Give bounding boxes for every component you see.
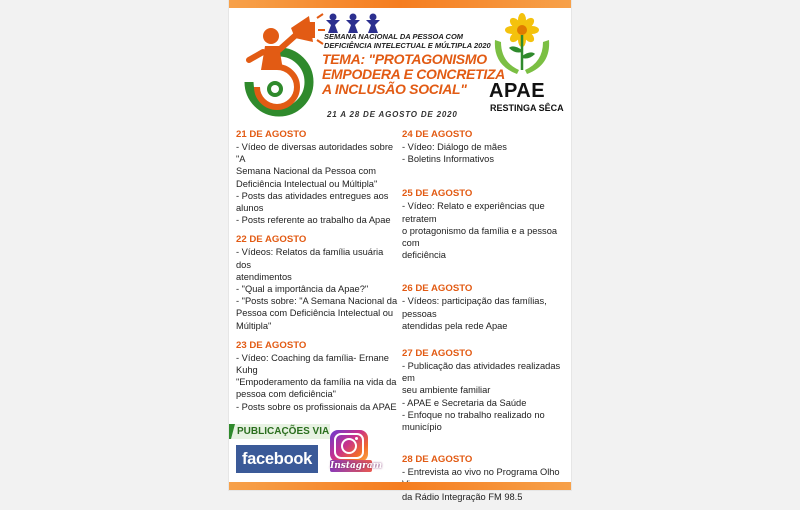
day-27-block bbox=[402, 347, 567, 433]
schedule-item: - Vídeo de diversas autoridades sobre "A bbox=[236, 142, 394, 165]
schedule-item: - Vídeos: participação das famílias, pessoas bbox=[402, 296, 547, 319]
schedule-item: município bbox=[402, 422, 442, 433]
day-28-block bbox=[402, 453, 567, 503]
instagram-wordmark[interactable]: Instagram bbox=[330, 461, 383, 471]
theme-title bbox=[322, 51, 505, 97]
event-title-line: SEMANA NACIONAL DA PESSOA COM bbox=[324, 32, 464, 41]
schedule-left-column bbox=[236, 128, 399, 420]
day-title: 24 DE AGOSTO bbox=[402, 129, 473, 140]
day-title: 26 DE AGOSTO bbox=[402, 283, 473, 295]
day-25-block bbox=[402, 187, 567, 261]
schedule-item: Deficiência Intelectual ou Múltipla" bbox=[236, 178, 378, 189]
event-dates: 21 A 28 DE AGOSTO DE 2020 bbox=[327, 110, 458, 119]
event-title bbox=[324, 32, 491, 50]
schedule-item: - Vídeo: Relato e experiências que retratem bbox=[402, 201, 545, 224]
apae-city: RESTINGA SÊCA bbox=[490, 103, 564, 113]
top-orange-strip bbox=[229, 0, 571, 8]
schedule-right-column bbox=[402, 128, 567, 510]
theme-line: A INCLUSÃO SOCIAL" bbox=[322, 81, 467, 97]
schedule-item: seu ambiente familiar bbox=[402, 385, 491, 396]
schedule-item: o protagonismo da família e a pessoa com bbox=[402, 225, 558, 249]
day-title: 27 DE AGOSTO bbox=[402, 348, 473, 360]
day-title: 23 DE AGOSTO bbox=[236, 339, 307, 351]
people-icon bbox=[325, 12, 395, 34]
schedule-item: atendidas pela rede Apae bbox=[402, 320, 508, 331]
schedule-item: - Vídeos: Relatos da família usuária dos bbox=[236, 247, 384, 270]
schedule-item: atendimentos bbox=[236, 271, 292, 282]
instagram-lens bbox=[341, 438, 357, 454]
schedule-item: Semana Nacional da Pessoa com bbox=[236, 166, 377, 177]
day-22-block bbox=[236, 233, 399, 331]
schedule-item: - Posts referente ao trabalho da Apae bbox=[236, 215, 391, 226]
day-title: 22 DE AGOSTO bbox=[236, 234, 307, 246]
schedule-item: - Enfoque no trabalho realizado no bbox=[402, 409, 545, 420]
schedule-item: "Empoderamento da família na vida da bbox=[236, 377, 397, 388]
day-23-block bbox=[236, 339, 399, 413]
schedule-item: - APAE e Secretaria da Saúde bbox=[402, 397, 527, 408]
schedule-item: - Vídeo: Coaching da família- Ernane Kuhg bbox=[236, 352, 389, 376]
schedule-item: - Publicação das atividades realizadas em bbox=[402, 361, 561, 384]
event-title-line: DEFICIÊNCIA INTELECTUAL E MÚLTIPLA 2020 bbox=[324, 41, 491, 50]
day-26-block bbox=[402, 282, 567, 332]
schedule-item: - "Qual a importância da Apae?" bbox=[236, 284, 369, 295]
theme-line: EMPODERA E CONCRETIZA bbox=[322, 66, 505, 82]
publications-label: PUBLICAÇÕES VIA bbox=[237, 426, 330, 437]
facebook-logo[interactable]: facebook bbox=[236, 445, 318, 473]
apae-name: APAE bbox=[489, 80, 546, 102]
event-poster bbox=[229, 0, 571, 502]
schedule-item: - "Posts sobre: "A Semana Nacional da bbox=[236, 296, 398, 307]
schedule-item: da Rádio Integração FM 98.5 bbox=[402, 491, 523, 502]
day-title: 21 DE AGOSTO bbox=[236, 129, 307, 140]
theme-line: TEMA: "PROTAGONISMO bbox=[322, 51, 487, 67]
bottom-orange-strip bbox=[229, 482, 571, 490]
schedule-item: Pessoa com Deficiência Intelectual ou bbox=[236, 308, 394, 319]
instagram-icon[interactable] bbox=[330, 430, 368, 462]
schedule-item: pessoa com deficiência" bbox=[236, 389, 336, 400]
schedule-item: Múltipla" bbox=[236, 320, 272, 331]
apae-flower-logo-icon bbox=[487, 10, 557, 80]
schedule-item: - Entrevista ao vivo no Programa Olho bbox=[402, 467, 560, 478]
schedule-item: - Boletins Informativos bbox=[402, 154, 494, 165]
day-21-block bbox=[236, 128, 399, 226]
day-24-block bbox=[402, 128, 567, 165]
instagram-dot bbox=[355, 437, 358, 440]
schedule-item: - Posts sobre os profissionais da APAE bbox=[236, 401, 397, 412]
schedule-item: - Posts das atividades entregues aos alunos bbox=[236, 190, 389, 214]
schedule-item: - Vídeo: Diálogo de mães bbox=[402, 142, 507, 152]
day-title: 28 DE AGOSTO bbox=[402, 454, 473, 466]
week-mascot-logo-icon bbox=[235, 12, 325, 122]
day-title: 25 DE AGOSTO bbox=[402, 188, 473, 200]
schedule-item: deficiência bbox=[402, 250, 446, 261]
